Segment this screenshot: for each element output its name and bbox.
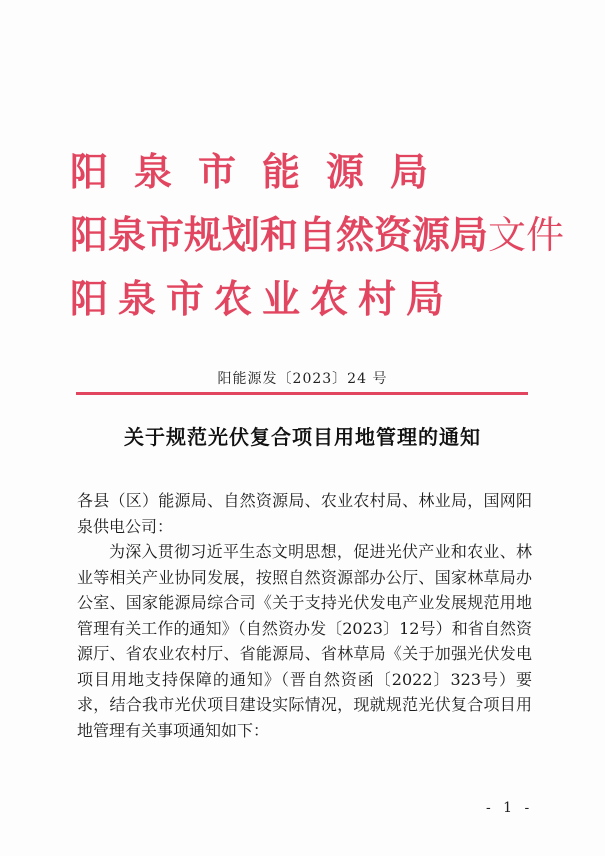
document-title: 关于规范光伏复合项目用地管理的通知	[124, 425, 481, 449]
red-divider	[76, 392, 528, 395]
document-suffix: 文件	[488, 213, 565, 257]
page-number: - 1 -	[486, 800, 534, 816]
body-paragraph: 为深入贯彻习近平生态文明思想，促进光伏产业和农业、林业等相关产业协同发展，按照自然资源部办公厅、国家林草局办公室、国家能源局综合司《关于支持光伏发电产业发展规范用地管理有关工作的通知》（自然资办发〔2023〕12号）和省自然资源厅、省农业农村厅、省能源局、省林草局《关于加强光伏发电项目用地支持保障的通知》（晋自然资函〔2022〕323号）要求，结合我市光伏项目建设实际情况，现就规范光伏复合项目用地管理有关事项通知如下：	[77, 542, 532, 740]
issuer-line-agriculture-bureau: 阳泉市农业农村局	[70, 276, 455, 321]
addressee: 各县（区）能源局、自然资源局、农业农村局、林业局，国网阳泉供电公司：	[77, 491, 532, 536]
issuer-line-energy-bureau: 阳泉市能源局	[70, 149, 455, 194]
issuer-line-planning-resources-bureau	[70, 213, 564, 257]
issuer-line-planning-resources-text: 阳泉市规划和自然资源局	[70, 212, 489, 257]
document-number: 阳能源发〔2023〕24 号	[217, 371, 388, 387]
